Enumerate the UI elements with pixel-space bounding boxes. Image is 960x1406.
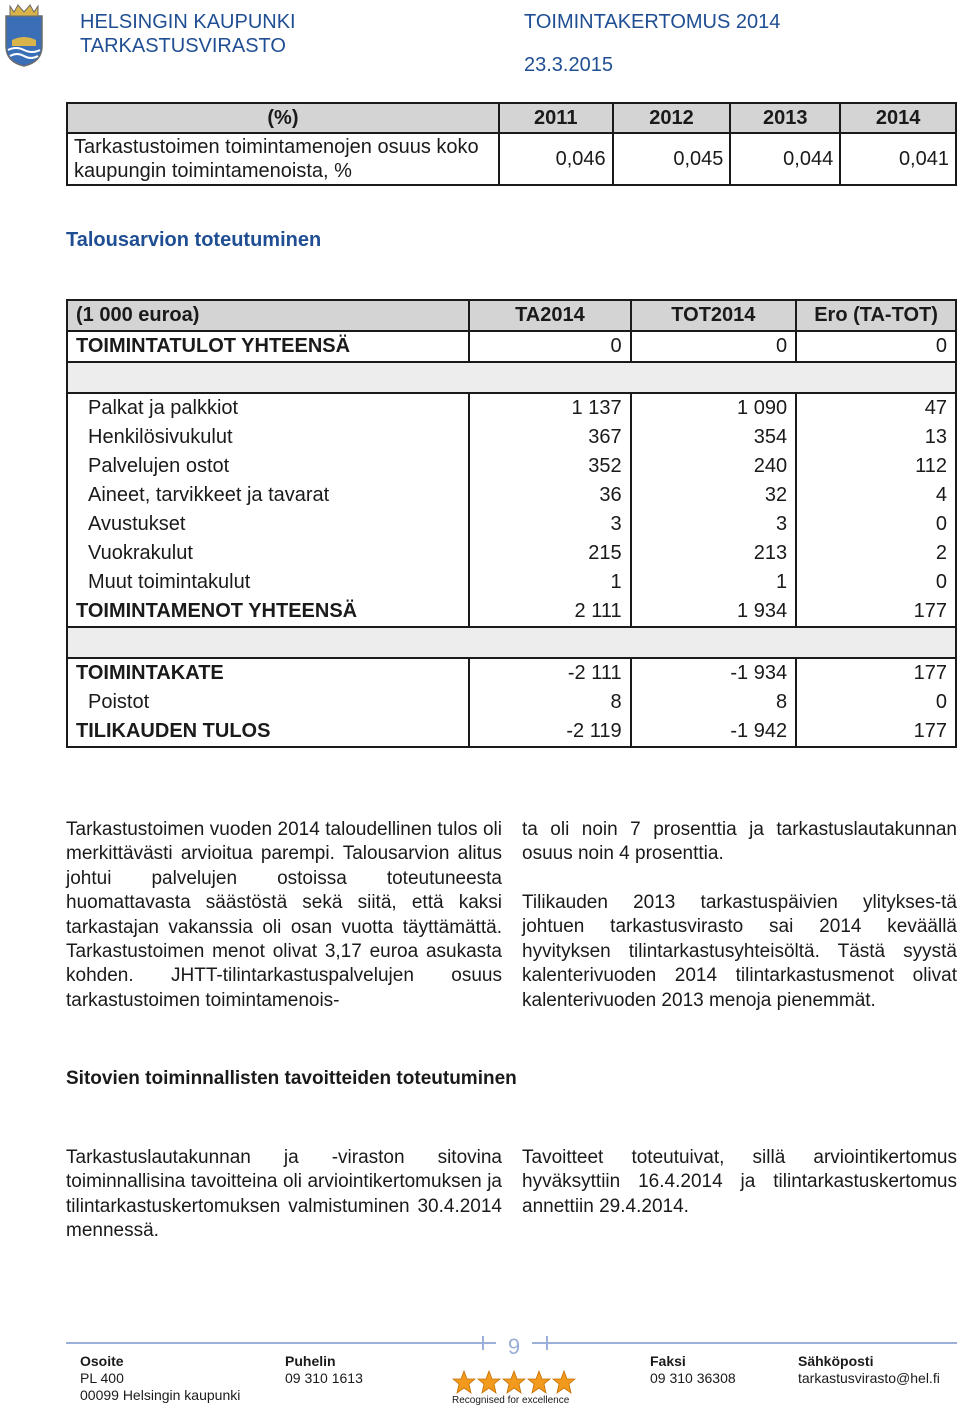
document-date: 23.3.2015 [524, 54, 613, 76]
footer-phone-label: Puhelin [285, 1353, 336, 1369]
document-title: TOIMINTAKERTOMUS 2014 [524, 11, 781, 33]
row-label: TILIKAUDEN TULOS [67, 717, 469, 747]
cell-value: 36 [469, 481, 630, 510]
org-name [80, 10, 296, 58]
excellence-stars-icon [452, 1370, 576, 1396]
share-header-year: 2014 [840, 103, 956, 133]
expense-row [67, 452, 956, 481]
expense-row [67, 510, 956, 539]
budget-header-col: TOT2014 [631, 300, 797, 331]
cell-value: 112 [796, 452, 956, 481]
cell-value: 0 [796, 331, 956, 362]
footer-email-value: tarkastusvirasto@hel.fi [798, 1370, 940, 1386]
footer-address-line: PL 400 [80, 1370, 124, 1386]
footer-rule-tick [482, 1336, 484, 1350]
result-paragraph: Tarkastustoimen vuoden 2014 taloudellinen tulos oli merkittävästi arvioitua parempi. Talousarvion alitus johtui palvelujen ostoissa toteutuneesta huomattavasta säästöstä sekä siitä, että kaksi tarkastajan vakanssia oli osan vuotta täyttämättä. Tarkastustoimen menot olivat 3,17 euroa asukasta kohden. JHTT-tilintarkastuspalvelujen osuus tarkastustoimen toimintamenois- [66, 819, 502, 1011]
footer-rule-tick [546, 1336, 548, 1350]
row-label: Palkat ja palkkiot [67, 393, 469, 423]
cell-value: 1 [631, 568, 797, 597]
cell-value: 1 [469, 568, 630, 597]
audit-days-paragraph: Tilikauden 2013 tarkastuspäivien ylitykses-tä johtuen tarkastusvirasto sai 2014 keväällä hyvityksen tilintarkastusyhteisöltä. Tästä syystä kalenterivuoden 2014 tilintarkastusmenot olivat kalenterivuoden 2013 menoja pienemmät. [522, 892, 957, 1011]
income-total-row [67, 331, 956, 362]
footer-fax-label: Faksi [650, 1353, 686, 1369]
cell-value: 0 [796, 688, 956, 717]
share-header-unit: (%) [67, 103, 499, 133]
row-label: Aineet, tarvikkeet ja tavarat [67, 481, 469, 510]
share-table-header-row [67, 103, 956, 133]
org-name-line1: HELSINGIN KAUPUNKI [80, 11, 296, 33]
footer-email [798, 1353, 940, 1387]
cell-value: 0 [796, 510, 956, 539]
helsinki-crest-logo [2, 2, 46, 68]
share-value: 0,045 [613, 133, 731, 185]
expense-row [67, 539, 956, 568]
cell-value: 8 [631, 688, 797, 717]
cell-value: 13 [796, 423, 956, 452]
budget-header-col: TA2014 [469, 300, 630, 331]
share-value: 0,041 [840, 133, 956, 185]
operating-margin-row [67, 658, 956, 688]
cell-value: 213 [631, 539, 797, 568]
row-label: TOIMINTAKATE [67, 658, 469, 688]
footer-address-label: Osoite [80, 1353, 124, 1369]
table-spacer-row [67, 627, 956, 658]
cell-value: 354 [631, 423, 797, 452]
share-header-year: 2011 [499, 103, 613, 133]
expense-row [67, 393, 956, 423]
budget-header-col: Ero (TA-TOT) [796, 300, 956, 331]
objectives-paragraph: Tarkastuslautakunnan ja -viraston sitovina toiminnallisina tavoitteina oli arviointikertomuksen ja tilintarkastuskertomuksen valmistuminen 30.4.2014 mennessä. [66, 1147, 502, 1242]
row-label: TOIMINTAMENOT YHTEENSÄ [67, 597, 469, 627]
footer-email-label: Sähköposti [798, 1353, 874, 1369]
cell-value: 0 [631, 331, 797, 362]
cell-value: 3 [631, 510, 797, 539]
share-value: 0,044 [730, 133, 840, 185]
financial-result-row [67, 717, 956, 747]
result-paragraph-continued: ta oli noin 7 prosenttia ja tarkastuslautakunnan osuus noin 4 prosenttia. [522, 819, 957, 865]
row-label: Poistot [67, 688, 469, 717]
binding-objectives-title: Sitovien toiminnallisten tavoitteiden toteutuminen [66, 1068, 517, 1089]
cell-value: 32 [631, 481, 797, 510]
cell-value: 177 [796, 658, 956, 688]
cell-value: -1 942 [631, 717, 797, 747]
row-label: Henkilösivukulut [67, 423, 469, 452]
expense-row [67, 423, 956, 452]
cell-value: 367 [469, 423, 630, 452]
footer-address [80, 1353, 240, 1404]
row-label: Vuokrakulut [67, 539, 469, 568]
expense-row [67, 568, 956, 597]
objectives-outcome-paragraph: Tavoitteet toteutuivat, sillä arviointikertomus hyväksyttiin 16.4.2014 ja tilintarkastuskertomus annettiin 29.4.2014. [522, 1147, 957, 1217]
budget-table-header-row [67, 300, 956, 331]
expense-total-row [67, 597, 956, 627]
share-table-row [67, 133, 956, 185]
footer-phone-value: 09 310 1613 [285, 1370, 363, 1386]
page-number: 9 [496, 1334, 532, 1360]
footer-fax-value: 09 310 36308 [650, 1370, 736, 1386]
footer-fax [650, 1353, 736, 1387]
cell-value: 352 [469, 452, 630, 481]
cell-value: 1 090 [631, 393, 797, 423]
cell-value: 1 137 [469, 393, 630, 423]
share-header-year: 2012 [613, 103, 731, 133]
cell-value: -2 111 [469, 658, 630, 688]
cell-value: -1 934 [631, 658, 797, 688]
excellence-badge-text: Recognised for excellence [452, 1395, 570, 1406]
cell-value: 240 [631, 452, 797, 481]
row-label: Muut toimintakulut [67, 568, 469, 597]
cell-value: 0 [469, 331, 630, 362]
cell-value: 3 [469, 510, 630, 539]
cell-value: -2 119 [469, 717, 630, 747]
budget-section-title: Talousarvion toteutuminen [66, 229, 322, 251]
share-value: 0,046 [499, 133, 613, 185]
budget-header-unit: (1 000 euroa) [67, 300, 469, 331]
row-label: Avustukset [67, 510, 469, 539]
share-header-year: 2013 [730, 103, 840, 133]
depreciation-row [67, 688, 956, 717]
cell-value: 4 [796, 481, 956, 510]
table-spacer-row [67, 362, 956, 393]
cell-value: 1 934 [631, 597, 797, 627]
cell-value: 8 [469, 688, 630, 717]
cell-value: 177 [796, 597, 956, 627]
expense-row [67, 481, 956, 510]
row-label: Palvelujen ostot [67, 452, 469, 481]
footer-phone [285, 1353, 363, 1387]
footer-address-line: 00099 Helsingin kaupunki [80, 1387, 241, 1403]
cell-value: 177 [796, 717, 956, 747]
share-row-label: Tarkastustoimen toimintamenojen osuus koko kaupungin toimintamenoista, % [67, 133, 499, 185]
cell-value: 0 [796, 568, 956, 597]
budget-table [66, 299, 957, 748]
cell-value: 2 111 [469, 597, 630, 627]
operating-cost-share-table [66, 102, 957, 186]
cell-value: 215 [469, 539, 630, 568]
row-label: TOIMINTATULOT YHTEENSÄ [67, 331, 469, 362]
cell-value: 47 [796, 393, 956, 423]
cell-value: 2 [796, 539, 956, 568]
org-name-line2: TARKASTUSVIRASTO [80, 35, 286, 57]
